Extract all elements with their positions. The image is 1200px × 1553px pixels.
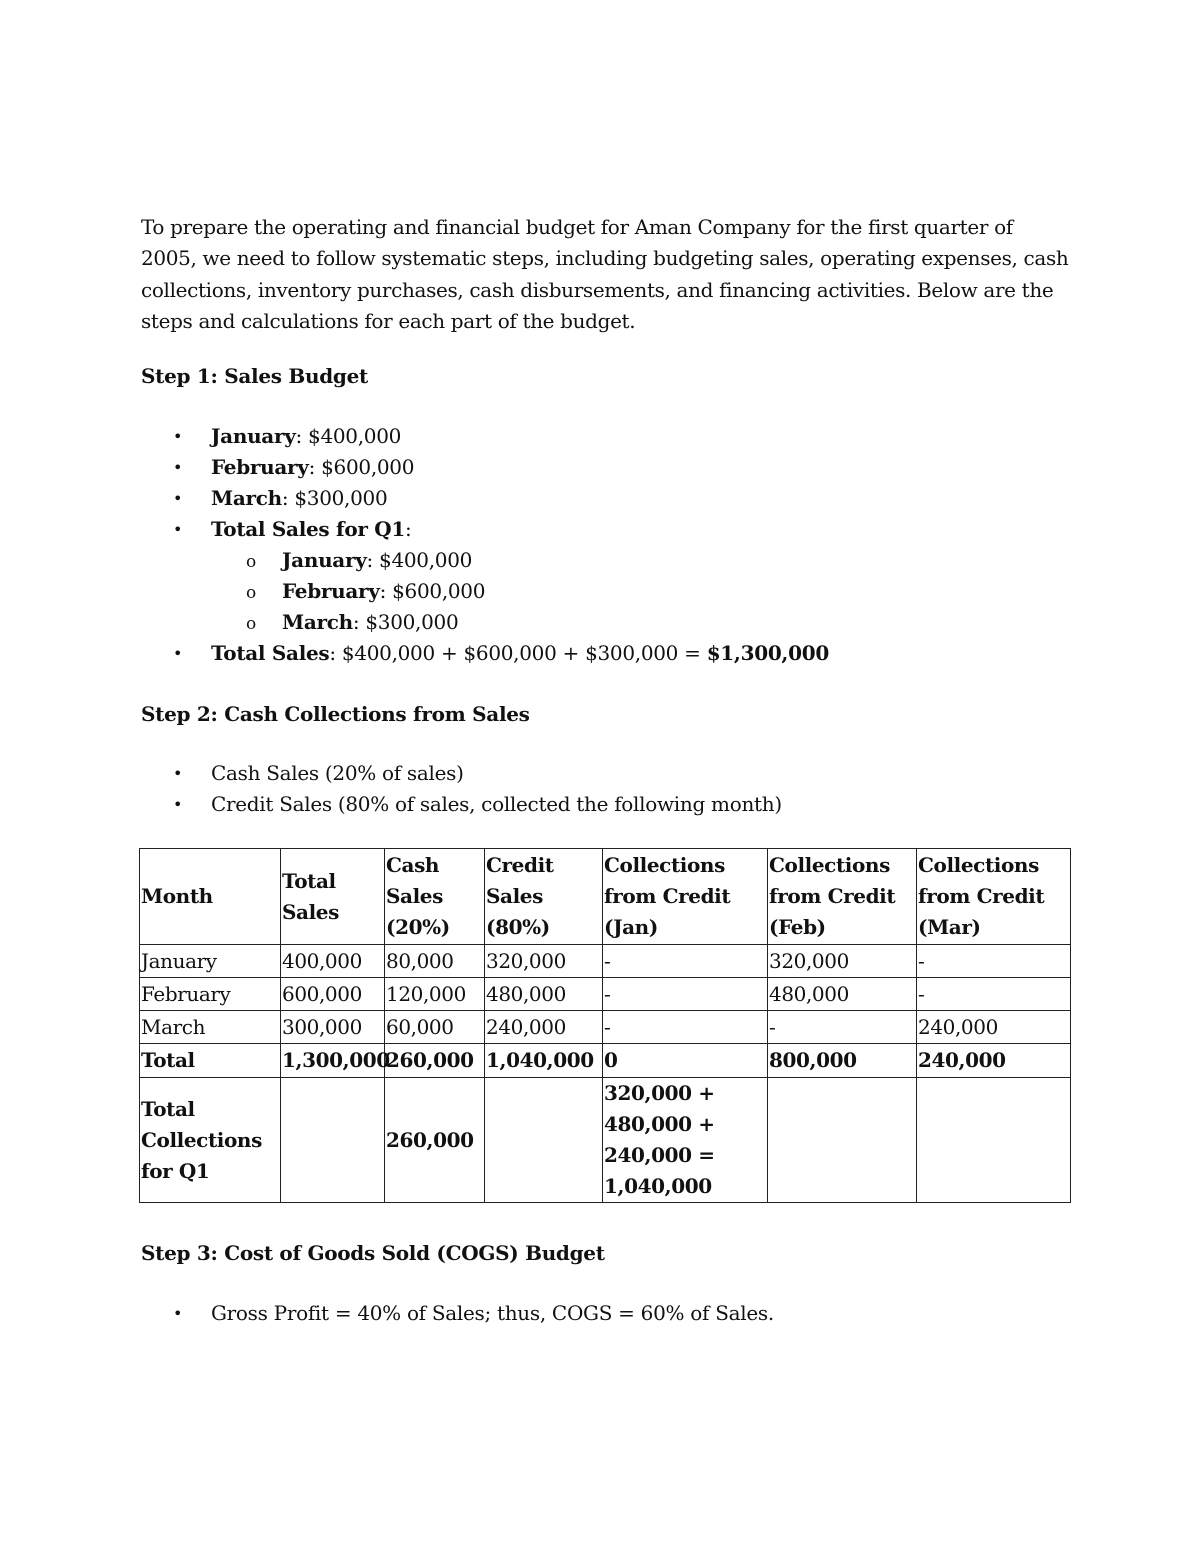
step2-heading: Step 2: Cash Collections from Sales bbox=[141, 702, 530, 726]
list-item-text: Credit Sales (80% of sales, collected the following month) bbox=[211, 792, 782, 816]
table-cell: 480,000 bbox=[768, 978, 917, 1011]
circle-bullet-icon: o bbox=[246, 583, 256, 603]
table-cell: 240,000 bbox=[485, 1011, 603, 1044]
table-cell: 480,000 bbox=[485, 978, 603, 1011]
table-cell: 1,300,000 bbox=[281, 1044, 385, 1078]
table-total-row bbox=[140, 1044, 1071, 1078]
list-item-value: : $300,000 bbox=[352, 610, 459, 634]
column-header: Cash Sales (20%) bbox=[385, 849, 485, 945]
bullet-icon: • bbox=[173, 520, 183, 539]
bullet-icon: • bbox=[173, 458, 183, 477]
table-cell: - bbox=[603, 1011, 768, 1044]
table-cell: 80,000 bbox=[385, 945, 485, 978]
list-item-value: : $400,000 bbox=[295, 424, 402, 448]
formula-line: 240,000 = bbox=[604, 1143, 715, 1167]
list-item-value: : $600,000 bbox=[379, 579, 486, 603]
list-item-label: March bbox=[282, 610, 353, 634]
column-header: Collections from Credit (Mar) bbox=[917, 849, 1071, 945]
list-item bbox=[141, 483, 829, 514]
sub-list-item bbox=[141, 576, 829, 607]
formula-line: 1,040,000 bbox=[604, 1174, 712, 1198]
sub-list-item bbox=[141, 545, 829, 576]
table-row bbox=[140, 1011, 1071, 1044]
table-row bbox=[140, 978, 1071, 1011]
list-item-text: Gross Profit = 40% of Sales; thus, COGS = 60% of Sales. bbox=[211, 1301, 774, 1325]
table-cell: 260,000 bbox=[385, 1044, 485, 1078]
table-cell: 260,000 bbox=[385, 1078, 485, 1203]
table-cell: January bbox=[140, 945, 281, 978]
table-cell: 300,000 bbox=[281, 1011, 385, 1044]
step3-heading: Step 3: Cost of Goods Sold (COGS) Budget bbox=[141, 1241, 605, 1265]
step1-list bbox=[141, 421, 829, 669]
table-cell bbox=[485, 1078, 603, 1203]
list-item-label: February bbox=[282, 579, 380, 603]
list-item bbox=[141, 638, 829, 669]
list-item bbox=[141, 514, 829, 545]
table-collections-row bbox=[140, 1078, 1071, 1203]
table-cell: 800,000 bbox=[768, 1044, 917, 1078]
bullet-icon: • bbox=[173, 489, 183, 508]
formula-line: 480,000 + bbox=[604, 1112, 715, 1136]
circle-bullet-icon: o bbox=[246, 614, 256, 634]
sub-list-item bbox=[141, 607, 829, 638]
step2-list bbox=[141, 758, 782, 820]
list-item-label: March bbox=[211, 486, 282, 510]
list-item bbox=[141, 758, 782, 789]
table-cell bbox=[768, 1078, 917, 1203]
list-item-label: January bbox=[211, 424, 296, 448]
list-item-label: January bbox=[282, 548, 367, 572]
table-cell: - bbox=[603, 945, 768, 978]
list-item-value: : $600,000 bbox=[308, 455, 415, 479]
column-header: Collections from Credit (Feb) bbox=[768, 849, 917, 945]
list-item bbox=[141, 452, 829, 483]
table-row bbox=[140, 945, 1071, 978]
table-cell: 320,000 bbox=[485, 945, 603, 978]
list-item-label: Total Sales bbox=[211, 641, 330, 665]
bullet-icon: • bbox=[173, 1304, 183, 1323]
list-item-text: Cash Sales (20% of sales) bbox=[211, 761, 464, 785]
column-header: Total Sales bbox=[281, 849, 385, 945]
table-cell bbox=[281, 1078, 385, 1203]
table-cell bbox=[917, 1078, 1071, 1203]
table-cell: March bbox=[140, 1011, 281, 1044]
cash-collections-table bbox=[139, 848, 1071, 1203]
formula-line: 320,000 + bbox=[604, 1081, 715, 1105]
list-item bbox=[141, 789, 782, 820]
step3-list bbox=[141, 1298, 774, 1329]
list-item-label: Total Sales for Q1 bbox=[211, 517, 406, 541]
table-cell: 60,000 bbox=[385, 1011, 485, 1044]
table-cell: Total Collections for Q1 bbox=[140, 1078, 281, 1203]
column-header: Collections from Credit (Jan) bbox=[603, 849, 768, 945]
intro-paragraph: To prepare the operating and financial budget for Aman Company for the first quarter of 2005, we need to follow systematic steps, including budgeting sales, operating expenses, cash collections, inventory purchases, cash disbursements, and financing activities. Below are the steps and calculations for each part of the budget. bbox=[141, 215, 1069, 333]
table-cell: 240,000 bbox=[917, 1011, 1071, 1044]
list-item-value: : $300,000 bbox=[281, 486, 388, 510]
list-item bbox=[141, 421, 829, 452]
bullet-icon: • bbox=[173, 764, 183, 783]
bullet-icon: • bbox=[173, 644, 183, 663]
table-cell: 1,040,000 bbox=[485, 1044, 603, 1078]
table-cell: Total bbox=[140, 1044, 281, 1078]
table-cell: - bbox=[917, 945, 1071, 978]
table-cell: 240,000 bbox=[917, 1044, 1071, 1078]
table-cell: 120,000 bbox=[385, 978, 485, 1011]
table-cell: February bbox=[140, 978, 281, 1011]
list-item-label: February bbox=[211, 455, 309, 479]
bullet-icon: • bbox=[173, 427, 183, 446]
table-cell bbox=[603, 1078, 768, 1203]
list-item-value: : bbox=[405, 517, 412, 541]
list-item-value: : $400,000 + $600,000 + $300,000 = bbox=[329, 641, 707, 665]
table-cell: - bbox=[768, 1011, 917, 1044]
total-result: $1,300,000 bbox=[706, 641, 829, 665]
column-header: Month bbox=[140, 849, 281, 945]
bullet-icon: • bbox=[173, 795, 183, 814]
document-page bbox=[141, 212, 1071, 1325]
table-cell: - bbox=[603, 978, 768, 1011]
table-cell: 320,000 bbox=[768, 945, 917, 978]
table-cell: 600,000 bbox=[281, 978, 385, 1011]
step1-heading: Step 1: Sales Budget bbox=[141, 364, 368, 388]
list-item-value: : $400,000 bbox=[366, 548, 473, 572]
table-cell: 400,000 bbox=[281, 945, 385, 978]
column-header: Credit Sales (80%) bbox=[485, 849, 603, 945]
table-header-row bbox=[140, 849, 1071, 945]
circle-bullet-icon: o bbox=[246, 552, 256, 572]
table-cell: 0 bbox=[603, 1044, 768, 1078]
table-cell: - bbox=[917, 978, 1071, 1011]
list-item bbox=[141, 1298, 774, 1329]
